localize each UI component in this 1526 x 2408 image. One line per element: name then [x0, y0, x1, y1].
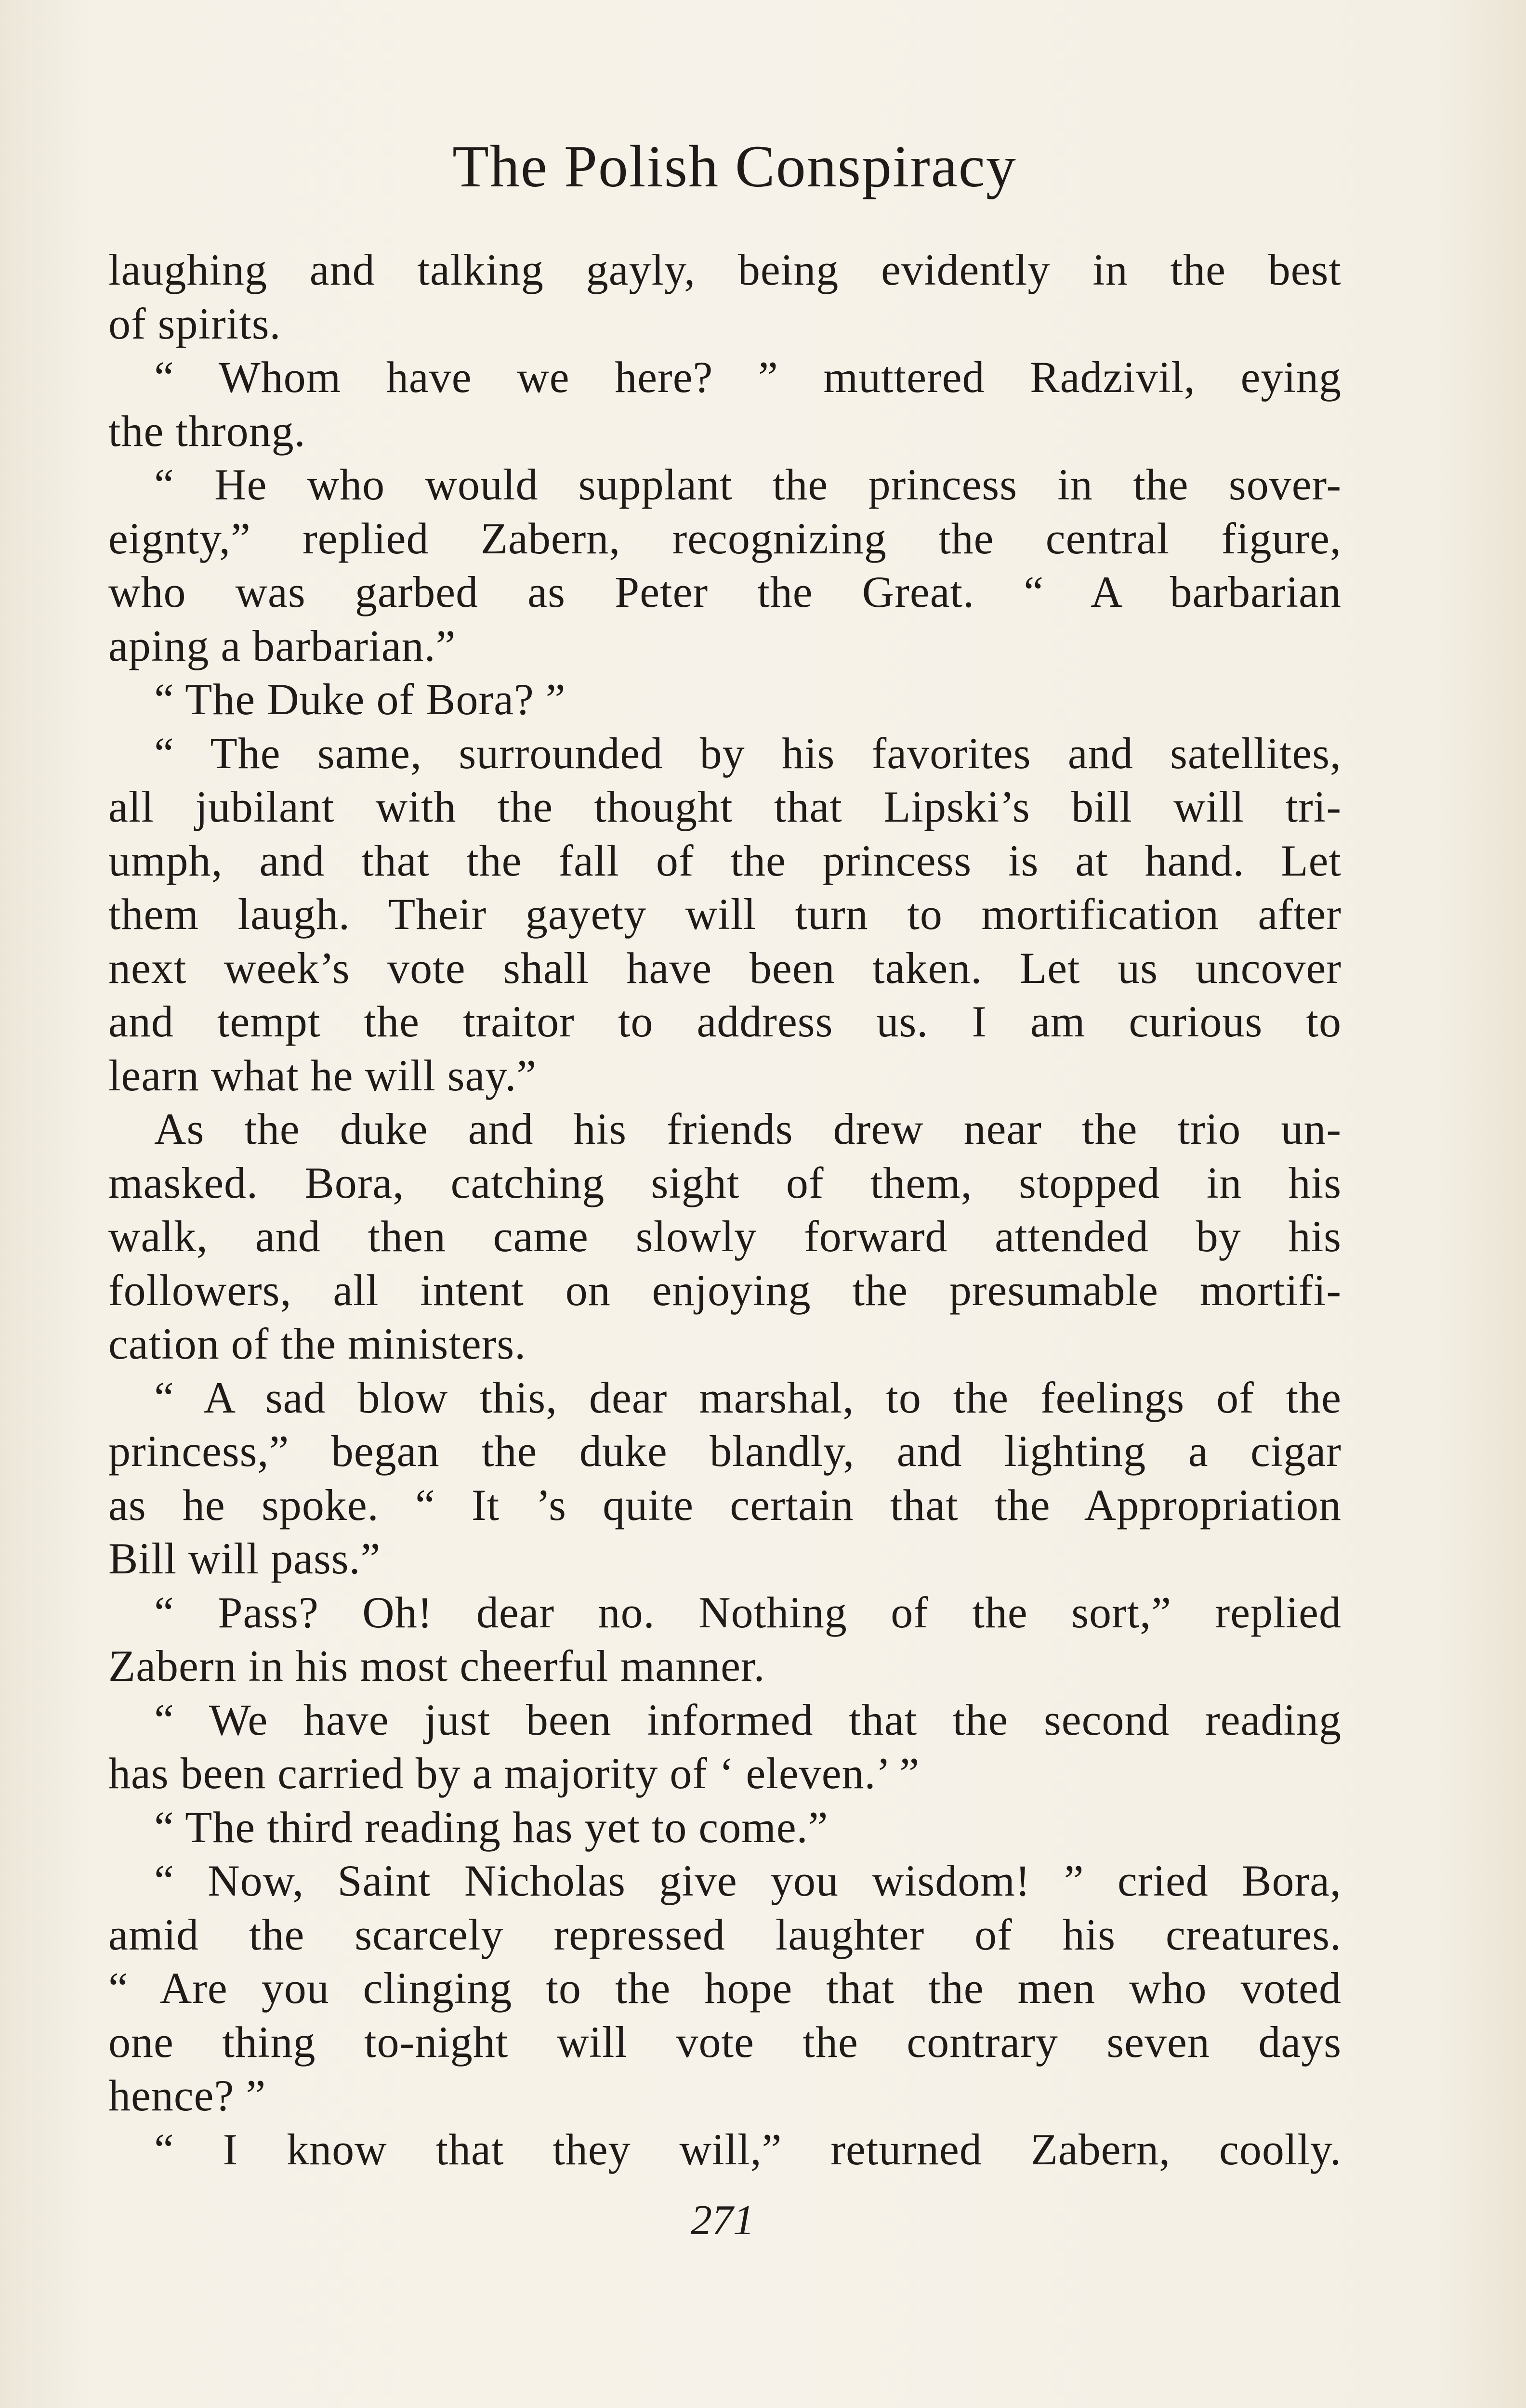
- text-line: walk, and then came slowly forward attended by his: [108, 1212, 1342, 1261]
- text-line: next week’s vote shall have been taken. Let us uncover: [108, 943, 1342, 993]
- text-line: of spirits.: [108, 299, 281, 348]
- text-line: cation of the ministers.: [108, 1319, 526, 1368]
- text-line: “ The Duke of Bora? ”: [154, 675, 566, 724]
- text-line: who was garbed as Peter the Great. “ A barbarian: [108, 567, 1342, 616]
- text-line: amid the scarcely repressed laughter of his creatures.: [108, 1910, 1342, 1959]
- text-line: “ We have just been informed that the second reading: [154, 1695, 1342, 1744]
- text-line: masked. Bora, catching sight of them, stopped in his: [108, 1158, 1342, 1207]
- running-head: The Polish Conspiracy: [452, 133, 1017, 199]
- text-line: “ I know that they will,” returned Zabern, coolly.: [154, 2124, 1342, 2174]
- body-text: [108, 243, 1342, 2176]
- text-line: aping a barbarian.”: [108, 621, 456, 670]
- text-line: and tempt the traitor to address us. I am curious to: [108, 997, 1342, 1046]
- text-line: hence? ”: [108, 2071, 266, 2120]
- text-line: learn what he will say.”: [108, 1050, 537, 1100]
- text-line: “ Whom have we here? ” muttered Radzivil, eying: [154, 353, 1342, 402]
- text-line: princess,” began the duke blandly, and lighting a cigar: [108, 1426, 1342, 1476]
- text-line: “ A sad blow this, dear marshal, to the feelings of the: [154, 1373, 1342, 1422]
- text-line: followers, all intent on enjoying the presumable mortifi-: [108, 1265, 1342, 1315]
- text-line: Bill will pass.”: [108, 1534, 381, 1583]
- text-line: them laugh. Their gayety will turn to mortification after: [108, 890, 1342, 939]
- text-line: “ The third reading has yet to come.”: [154, 1802, 829, 1852]
- text-line: eignty,” replied Zabern, recognizing the central figure,: [108, 513, 1342, 563]
- text-line: “ He who would supplant the princess in the sover-: [154, 460, 1342, 509]
- page-number: 271: [691, 2197, 754, 2244]
- text-line: the throng.: [108, 406, 306, 456]
- text-line: all jubilant with the thought that Lipski’s bill will tri-: [108, 782, 1342, 831]
- text-line: “ Are you clinging to the hope that the men who voted: [108, 1963, 1342, 2013]
- text-line: Zabern in his most cheerful manner.: [108, 1641, 765, 1690]
- text-line: As the duke and his friends drew near the trio un-: [154, 1104, 1342, 1153]
- text-line: laughing and talking gayly, being evidently in the best: [108, 245, 1342, 294]
- text-line: as he spoke. “ It ’s quite certain that the Appropriation: [108, 1480, 1342, 1530]
- text-line: one thing to-night will vote the contrary seven days: [108, 2017, 1342, 2067]
- text-line: has been carried by a majority of ‘ eleven.’ ”: [108, 1749, 920, 1798]
- text-line: “ Now, Saint Nicholas give you wisdom! ” cried Bora,: [154, 1856, 1342, 1905]
- text-line: “ The same, surrounded by his favorites and satellites,: [154, 728, 1342, 778]
- text-line: umph, and that the fall of the princess is at hand. Let: [108, 836, 1342, 885]
- text-line: “ Pass? Oh! dear no. Nothing of the sort,” replied: [154, 1587, 1342, 1637]
